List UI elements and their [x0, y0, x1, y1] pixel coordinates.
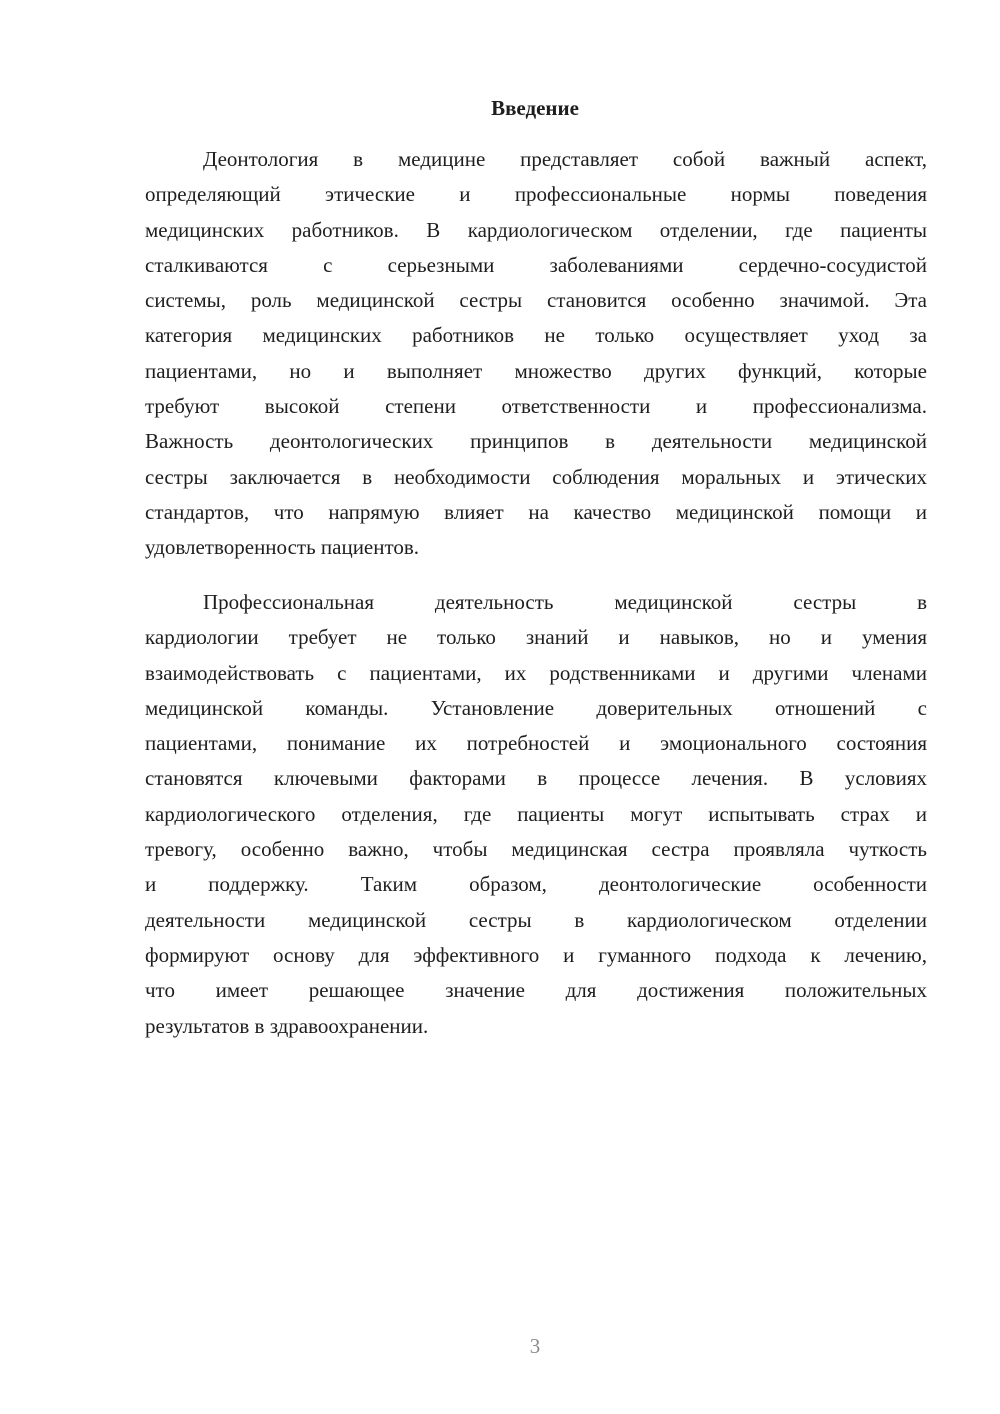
text-line: сталкиваются с серьезными заболеваниями сердечно-сосудистой	[145, 252, 927, 277]
text-line: стандартов, что напрямую влияет на качество медицинской помощи и	[145, 499, 927, 524]
section-title: Введение	[491, 96, 579, 120]
text-line: результатов в здравоохранении.	[145, 1013, 429, 1038]
paragraph-2	[145, 585, 927, 1044]
text-line: медицинских работников. В кардиологическом отделении, где пациенты	[145, 217, 927, 242]
text-line: и поддержку. Таким образом, деонтологические особенности	[145, 872, 927, 897]
text-line: категория медицинских работников не только осуществляет уход за	[145, 323, 927, 348]
text-line: что имеет решающее значение для достижения положительных	[145, 978, 927, 1003]
text-line: Профессиональная деятельность медицинской сестры в	[203, 590, 927, 614]
paragraph-1	[145, 142, 927, 566]
text-line: требуют высокой степени ответственности и профессионализма.	[145, 394, 927, 419]
text-line: формируют основу для эффективного и гуманного подхода к лечению,	[145, 942, 927, 967]
text-line: пациентами, понимание их потребностей и эмоционального состояния	[145, 731, 927, 756]
text-line: системы, роль медицинской сестры становится особенно значимой. Эта	[145, 288, 927, 313]
text-line: Деонтология в медицине представляет собой важный аспект,	[203, 147, 927, 171]
text-line: взаимодействовать с пациентами, их родственниками и другими членами	[145, 660, 927, 685]
text-line: медицинской команды. Установление доверительных отношений с	[145, 695, 927, 720]
text-line: кардиологического отделения, где пациенты могут испытывать страх и	[145, 801, 927, 826]
text-line: становятся ключевыми факторами в процессе лечения. В условиях	[145, 766, 927, 791]
text-line: пациентами, но и выполняет множество других функций, которые	[145, 358, 927, 383]
text-line: удовлетворенность пациентов.	[145, 535, 420, 560]
text-line: деятельности медицинской сестры в кардиологическом отделении	[145, 907, 927, 932]
text-line: сестры заключается в необходимости соблюдения моральных и этических	[145, 464, 927, 489]
text-line: тревогу, особенно важно, чтобы медицинская сестра проявляла чуткость	[145, 837, 927, 862]
text-line: кардиологии требует не только знаний и навыков, но и умения	[145, 625, 927, 650]
text-line: Важность деонтологических принципов в деятельности медицинской	[145, 429, 927, 454]
text-line: определяющий этические и профессиональные нормы поведения	[145, 182, 927, 207]
page-number: 3	[529, 1334, 541, 1358]
